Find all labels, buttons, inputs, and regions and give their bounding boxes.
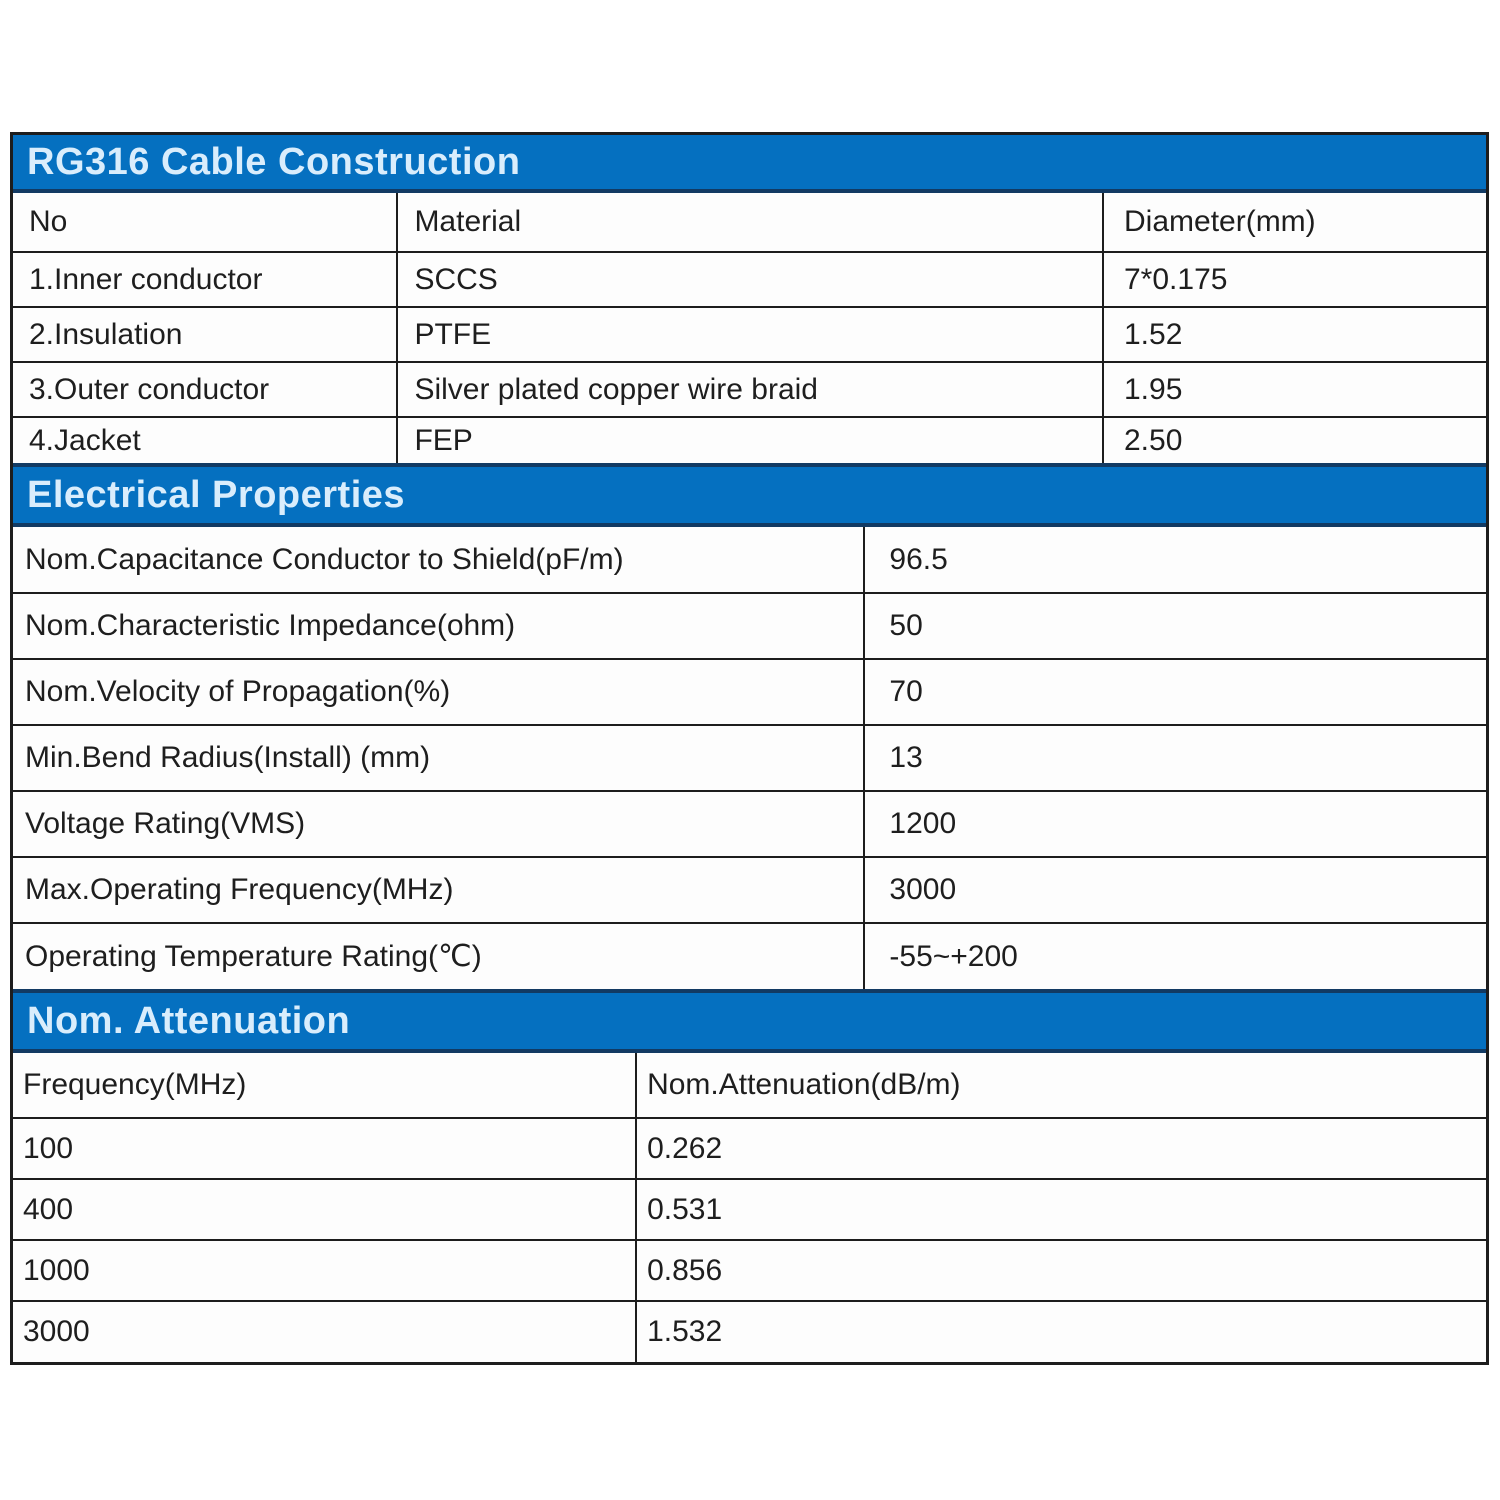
cell-material: FEP xyxy=(397,417,1103,463)
cell-value: 1200 xyxy=(864,791,1486,857)
cell-frequency: 400 xyxy=(13,1179,636,1240)
cell-frequency: 3000 xyxy=(13,1301,636,1362)
table-row xyxy=(13,417,1486,463)
construction-table xyxy=(13,193,1486,463)
cell-diameter: 7*0.175 xyxy=(1103,252,1486,307)
cell-attenuation: 0.531 xyxy=(636,1179,1486,1240)
cell-frequency: 1000 xyxy=(13,1240,636,1301)
cell-value: 70 xyxy=(864,659,1486,725)
table-row xyxy=(13,1301,1486,1362)
section-title: Electrical Properties xyxy=(27,473,406,516)
cell-property: Voltage Rating(VMS) xyxy=(13,791,864,857)
table-row xyxy=(13,857,1486,923)
cell-material: PTFE xyxy=(397,307,1103,362)
cell-attenuation: 0.262 xyxy=(636,1118,1486,1179)
cell-no: 2.Insulation xyxy=(13,307,397,362)
column-header-material: Material xyxy=(397,193,1103,252)
table-header-row xyxy=(13,193,1486,252)
column-header-frequency: Frequency(MHz) xyxy=(23,1068,247,1101)
table-row xyxy=(13,791,1486,857)
cell-property: Nom.Capacitance Conductor to Shield(pF/m) xyxy=(25,542,624,576)
cell-property: Operating Temperature Rating(℃) xyxy=(13,923,864,989)
section-header-electrical xyxy=(13,463,1486,527)
cell-value: 50 xyxy=(864,593,1486,659)
column-header-attenuation: Nom.Attenuation(dB/m) xyxy=(636,1053,1486,1118)
column-header-diameter: Diameter(mm) xyxy=(1103,193,1486,252)
cell-property: Nom.Characteristic Impedance(ohm) xyxy=(13,593,864,659)
cell-diameter: 1.52 xyxy=(1103,307,1486,362)
attenuation-table xyxy=(13,1053,1486,1362)
cell-no: 4.Jacket xyxy=(13,417,397,463)
column-header-no: No xyxy=(29,205,68,238)
cell-material: Silver plated copper wire braid xyxy=(397,362,1103,417)
table-row xyxy=(13,725,1486,791)
cell-value: 96.5 xyxy=(864,527,1486,593)
electrical-properties-table xyxy=(13,527,1486,989)
cell-material: SCCS xyxy=(397,252,1103,307)
table-row xyxy=(13,923,1486,989)
cell-attenuation: 1.532 xyxy=(636,1301,1486,1362)
table-row xyxy=(13,659,1486,725)
section-title: Nom. Attenuation xyxy=(27,999,351,1042)
cell-property: Min.Bend Radius(Install) (mm) xyxy=(13,725,864,791)
cell-value: -55~+200 xyxy=(864,923,1486,989)
cell-no: 1.Inner conductor xyxy=(13,252,397,307)
cell-frequency: 100 xyxy=(13,1118,636,1179)
table-row xyxy=(13,307,1486,362)
cell-value: 3000 xyxy=(864,857,1486,923)
cell-diameter: 1.95 xyxy=(1103,362,1486,417)
table-row xyxy=(13,362,1486,417)
table-row xyxy=(13,1179,1486,1240)
table-row xyxy=(13,1118,1486,1179)
section-header-construction xyxy=(13,135,1486,193)
table-row xyxy=(13,1240,1486,1301)
table-row xyxy=(13,252,1486,307)
cable-spec-sheet xyxy=(10,132,1489,1365)
table-row xyxy=(13,593,1486,659)
cell-diameter: 2.50 xyxy=(1103,417,1486,463)
cell-property: Max.Operating Frequency(MHz) xyxy=(13,857,864,923)
cell-property: Nom.Velocity of Propagation(%) xyxy=(13,659,864,725)
cell-attenuation: 0.856 xyxy=(636,1240,1486,1301)
section-header-attenuation xyxy=(13,989,1486,1053)
table-row xyxy=(13,527,1486,593)
cell-no: 3.Outer conductor xyxy=(13,362,397,417)
section-title: RG316 Cable Construction xyxy=(27,140,521,183)
cell-value: 13 xyxy=(864,725,1486,791)
table-header-row xyxy=(13,1053,1486,1118)
